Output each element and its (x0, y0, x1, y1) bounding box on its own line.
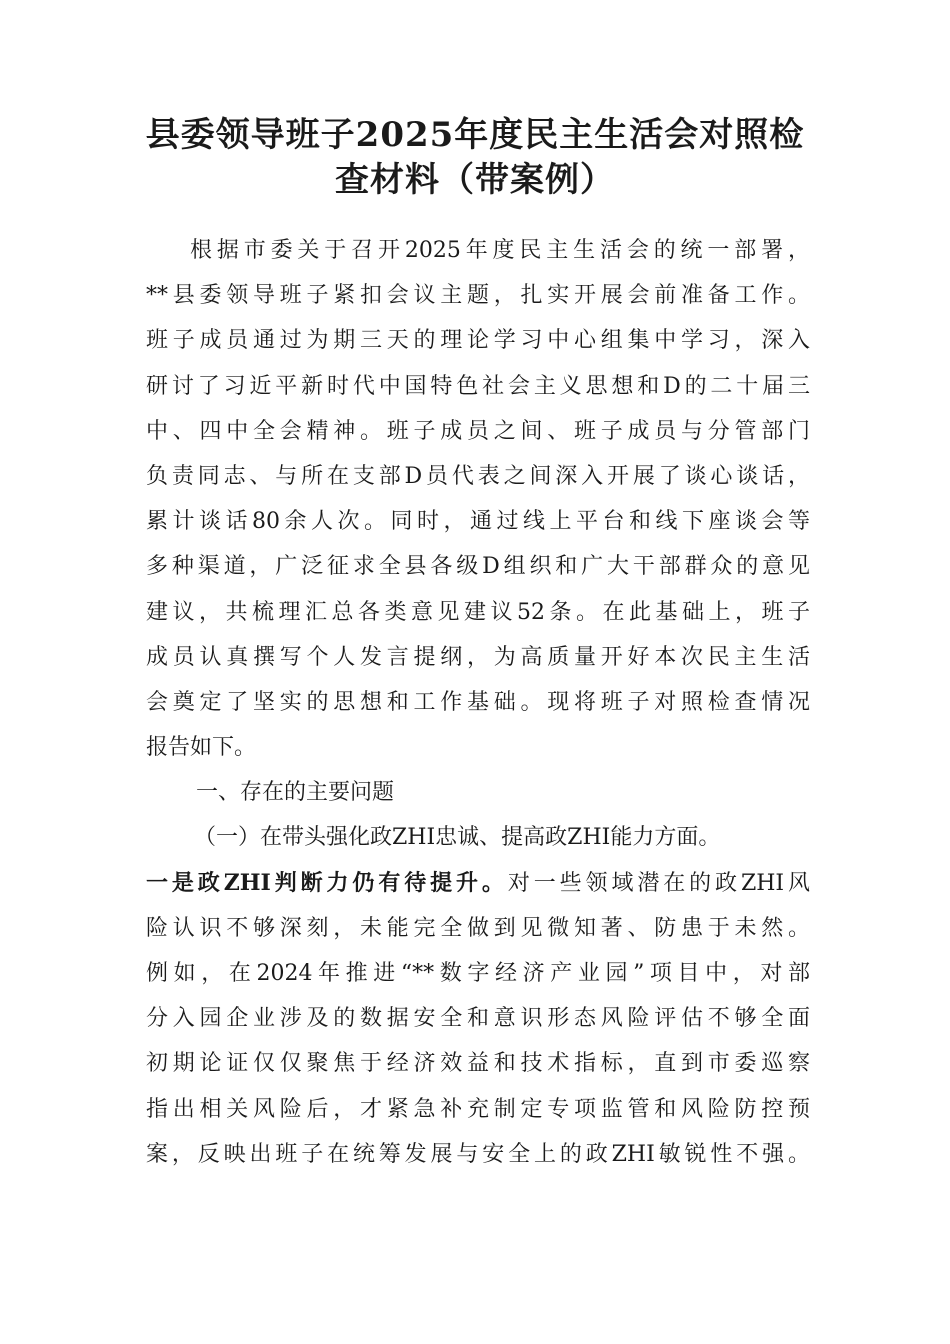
intro-line: 中、四中全会精神。班子成员之间、班子成员与分管部门 (146, 418, 810, 444)
intro-line: 建议，共梳理汇总各类意见建议52条。在此基础上，班子 (146, 599, 810, 625)
document-title (0, 110, 950, 200)
intro-line: 班子成员通过为期三天的理论学习中心组集中学习，深入 (146, 328, 810, 354)
point-line: 险认识不够深刻，未能完全做到见微知著、防患于未然。 (146, 915, 810, 941)
point-line (146, 861, 810, 906)
intro-line: 成员认真撰写个人发言提纲，为高质量开好本次民主生活 (146, 644, 810, 670)
intro-line: 多种渠道，广泛征求全县各级D组织和广大干部群众的意见 (146, 554, 810, 580)
intro-line: 报告如下。 (146, 735, 257, 761)
title-line-1: 县委领导班子2025年度民主生活会对照检 (145, 115, 805, 155)
point-lead-rest: 对一些领域潜在的政ZHI风 (507, 870, 811, 896)
intro-line: 会奠定了坚实的思想和工作基础。现将班子对照检查情况 (146, 689, 810, 715)
document-body (146, 228, 810, 1177)
section-heading: 一、存在的主要问题 (196, 780, 395, 806)
point-bold-lead: 一是政ZHI判断力仍有待提升。 (146, 869, 508, 896)
intro-line: 负责同志、与所在支部D员代表之间深入开展了谈心谈话， (146, 463, 810, 489)
point-line: 案，反映出班子在统筹发展与安全上的政ZHI敏锐性不强。 (146, 1141, 810, 1167)
point-line: 例如，在2024年推进“**数字经济产业园”项目中，对部 (146, 961, 810, 986)
intro-line: 累计谈话80余人次。同时，通过线上平台和线下座谈会等 (146, 509, 810, 535)
title-line-2: 查材料（带案例） (335, 160, 615, 201)
point-line: 分入园企业涉及的数据安全和意识形态风险评估不够全面 (146, 1006, 810, 1032)
point-line: 初期论证仅仅聚焦于经济效益和技术指标，直到市委巡察 (146, 1051, 810, 1077)
subsection-heading: （一）在带头强化政ZHI忠诚、提高政ZHI能力方面。 (194, 825, 721, 851)
intro-line: 研讨了习近平新时代中国特色社会主义思想和D的二十届三 (146, 373, 810, 399)
intro-line: 根据市委关于召开2025年度民主生活会的统一部署， (190, 238, 810, 263)
intro-line: **县委领导班子紧扣会议主题，扎实开展会前准备工作。 (146, 283, 810, 309)
point-line: 指出相关风险后，才紧急补充制定专项监管和风险防控预 (146, 1096, 810, 1122)
